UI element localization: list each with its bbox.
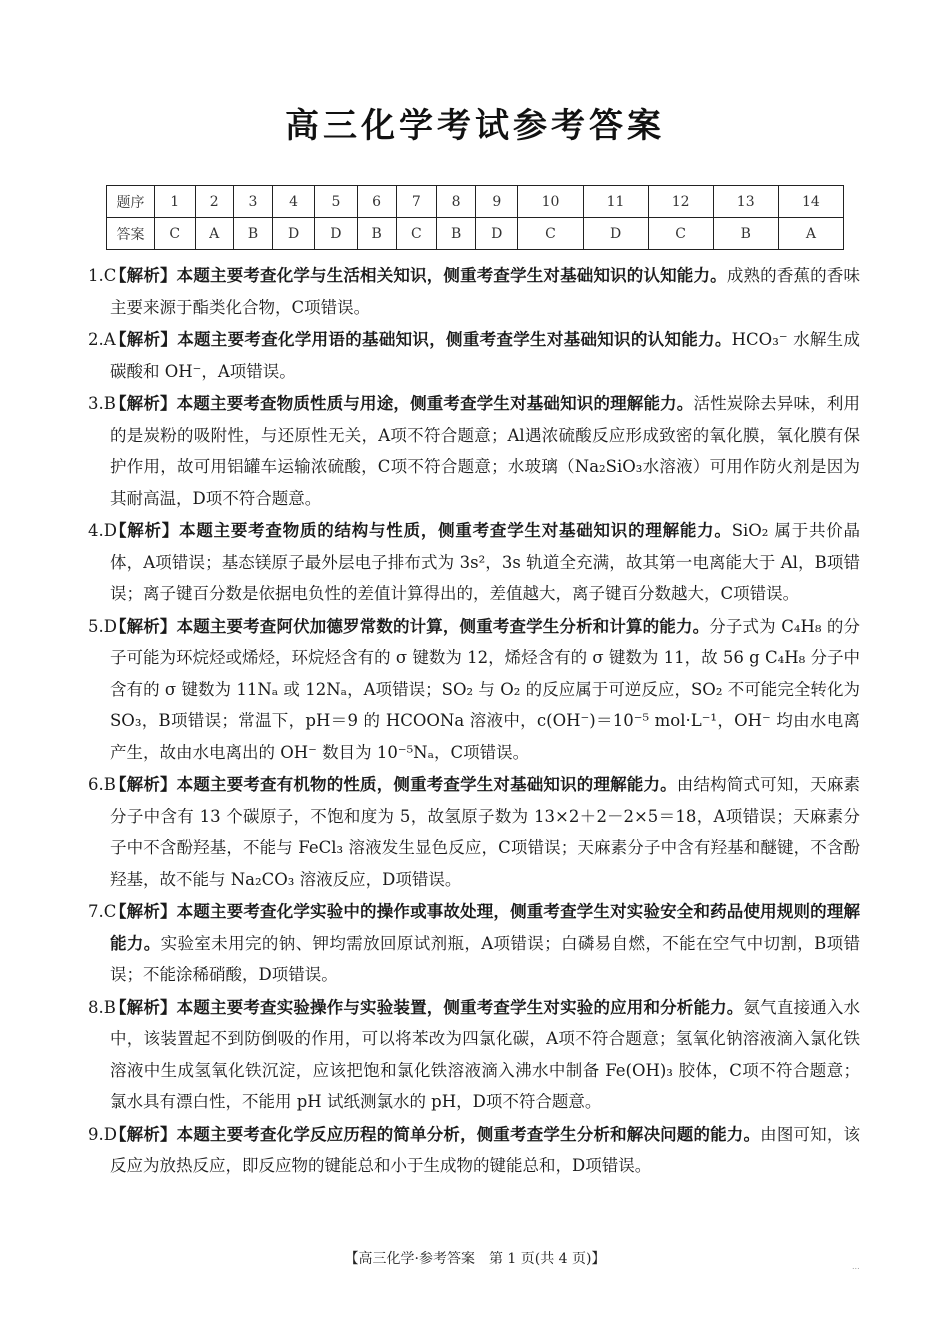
table-cell: 2 [195, 186, 233, 218]
explanation-text: 由结构简式可知，天麻素分子中含有 13 个碳原子，不饱和度为 5，故氢原子数为 13×2＋2－2×5＝18，A项错误；天麻素分子中不含酚羟基，不能与 FeCl₃ 溶液发生显色反应，C项错误；天麻素分子中含有羟基和醚键，不含酚羟基，故不能与 Na₂CO₃ 溶液反应，D项错误。 [110, 775, 861, 889]
question-3 [88, 388, 860, 514]
table-cell: 12 [648, 186, 713, 218]
question-number: 8.B [88, 997, 116, 1017]
question-9 [88, 1119, 860, 1182]
explanation-text: 氨气直接通入水中，该装置起不到防倒吸的作用，可以将苯改为四氯化碳，A项不符合题意；氢氧化钠溶液滴入氯化铁溶液中生成氢氧化铁沉淀，应该把饱和氯化铁溶液滴入沸水中制备 Fe(OH)₃ 胶体，C项不符合题意；氯水具有漂白性，不能用 pH 试纸测氯水的 pH，D项不符合题意。 [110, 997, 861, 1111]
table-cell: 1 [155, 186, 196, 218]
explanation-text: SiO₂ 属于共价晶体，A项错误；基态镁原子最外层电子排布式为 3s²，3s 轨道全充满，故其第一电离能大于 Al，B项错误；离子键百分数是依据电负性的差值计算得出的，差值越大，离子键百分数越大，C项错误。 [110, 521, 861, 603]
explanation-text: 活性炭除去异味，利用的是炭粉的吸附性，与还原性无关，A项不符合题意；Al遇浓硫酸反应形成致密的氧化膜，氧化膜有保护作用，故可用铝罐车运输浓硫酸，C项不符合题意；水玻璃（Na₂SiO₃水溶液）可用作防火剂是因为其耐高温，D项不符合题意。 [110, 394, 861, 508]
table-cell: B [357, 218, 396, 250]
explanation-text: 实验室未用完的钠、钾均需放回原试剂瓶，A项错误；白磷易自燃，不能在空气中切割，B项错误；不能涂稀硝酸，D项错误。 [110, 933, 860, 984]
table-cell: 5 [315, 186, 357, 218]
question-6 [88, 769, 860, 895]
table-cell: C [155, 218, 196, 250]
question-8 [88, 992, 860, 1118]
table-row-answers [107, 218, 844, 250]
question-number: 2.A [88, 330, 116, 349]
explanation-heading: 【解析】本题主要考查物质性质与用途，侧重考查学生对基础知识的理解能力。 [110, 394, 694, 413]
explanation-heading: 【解析】本题主要考查化学反应历程的简单分析，侧重考查学生分析和解决问题的能力。 [110, 1124, 761, 1144]
explanation-heading: 【解析】本题主要考查物质的结构与性质，侧重考查学生对基础知识的理解能力。 [110, 521, 732, 540]
table-cell: D [583, 218, 648, 250]
page-title: 高三化学考试参考答案 [285, 106, 665, 146]
answer-table [106, 185, 844, 250]
table-cell: C [648, 218, 713, 250]
question-5 [88, 611, 860, 769]
table-cell: 7 [396, 186, 437, 218]
explanation-heading: 【解析】本题主要考查实验操作与实验装置，侧重考查学生对实验的应用和分析能力。 [110, 997, 744, 1017]
explanation-heading: 【解析】本题主要考查化学与生活相关知识，侧重考查学生对基础知识的认知能力。 [110, 266, 727, 285]
table-cell: D [273, 218, 315, 250]
table-cell: D [315, 218, 357, 250]
question-1 [88, 260, 860, 323]
question-number: 1.C [88, 266, 117, 285]
table-cell: B [233, 218, 272, 250]
question-number: 4.D [88, 521, 117, 540]
explanation-text: 由图可知，该反应为放热反应，即反应物的键能总和小于生成物的键能总和，D项错误。 [110, 1124, 861, 1175]
question-7 [88, 896, 860, 991]
page-footer: 【高三化学·参考答案 第 1 页(共 4 页)】 [344, 1251, 606, 1267]
table-cell: 6 [357, 186, 396, 218]
question-2 [88, 324, 860, 387]
explanation-heading: 【解析】本题主要考查化学实验中的操作或事故处理，侧重考查学生对实验安全和药品使用规则的理解能力。 [110, 902, 860, 953]
explanation-heading: 【解析】本题主要考查有机物的性质，侧重考查学生对基础知识的理解能力。 [110, 775, 677, 794]
table-cell: 9 [476, 186, 518, 218]
explanations [88, 260, 860, 1183]
question-4 [88, 515, 860, 610]
explanation-text: 成熟的香蕉的香味主要来源于酯类化合物，C项错误。 [110, 266, 861, 317]
explanation-heading: 【解析】本题主要考查阿伏加德罗常数的计算，侧重考查学生分析和计算的能力。 [110, 616, 710, 636]
table-cell: C [518, 218, 583, 250]
question-number: 5.D [88, 616, 117, 636]
table-cell: 4 [273, 186, 315, 218]
explanation-text: HCO₃⁻ 水解生成碳酸和 OH⁻，A项错误。 [110, 330, 860, 381]
table-cell: B [437, 218, 476, 250]
table-cell: A [778, 218, 843, 250]
table-cell: D [476, 218, 518, 250]
table-cell: 10 [518, 186, 583, 218]
table-cell: 3 [233, 186, 272, 218]
table-cell: B [713, 218, 778, 250]
row-label-number: 题序 [107, 186, 155, 218]
question-number: 6.B [88, 775, 116, 794]
table-cell: 14 [778, 186, 843, 218]
table-cell: 13 [713, 186, 778, 218]
question-number: 9.D [88, 1124, 117, 1144]
row-label-answer: 答案 [107, 218, 155, 250]
table-cell: C [396, 218, 437, 250]
table-cell: 8 [437, 186, 476, 218]
corner-mark: ... [852, 1262, 860, 1271]
question-number: 7.C [88, 902, 117, 921]
table-cell: A [195, 218, 233, 250]
table-cell: 11 [583, 186, 648, 218]
explanation-text: 分子式为 C₄H₈ 的分子可能为环烷烃或烯烃，环烷烃含有的 σ 键数为 12，烯烃含有的 σ 键数为 11，故 56 g C₄H₈ 分子中含有的 σ 键数为 11Nₐ 或 12Nₐ，A项错误；SO₂ 与 O₂ 的反应属于可逆反应，SO₂ 不可能完全转化为 SO₃，B项错误；常温下，pH＝9 的 HCOONa 溶液中，c(OH⁻)＝10⁻⁵ mol·L⁻¹，OH⁻ 均由水电离产生，故由水电离出的 OH⁻ 数目为 10⁻⁵Nₐ，C项错误。 [110, 616, 861, 762]
table-row-numbers [107, 186, 844, 218]
explanation-heading: 【解析】本题主要考查化学用语的基础知识，侧重考查学生对基础知识的认知能力。 [110, 330, 732, 349]
question-number: 3.B [88, 394, 116, 413]
